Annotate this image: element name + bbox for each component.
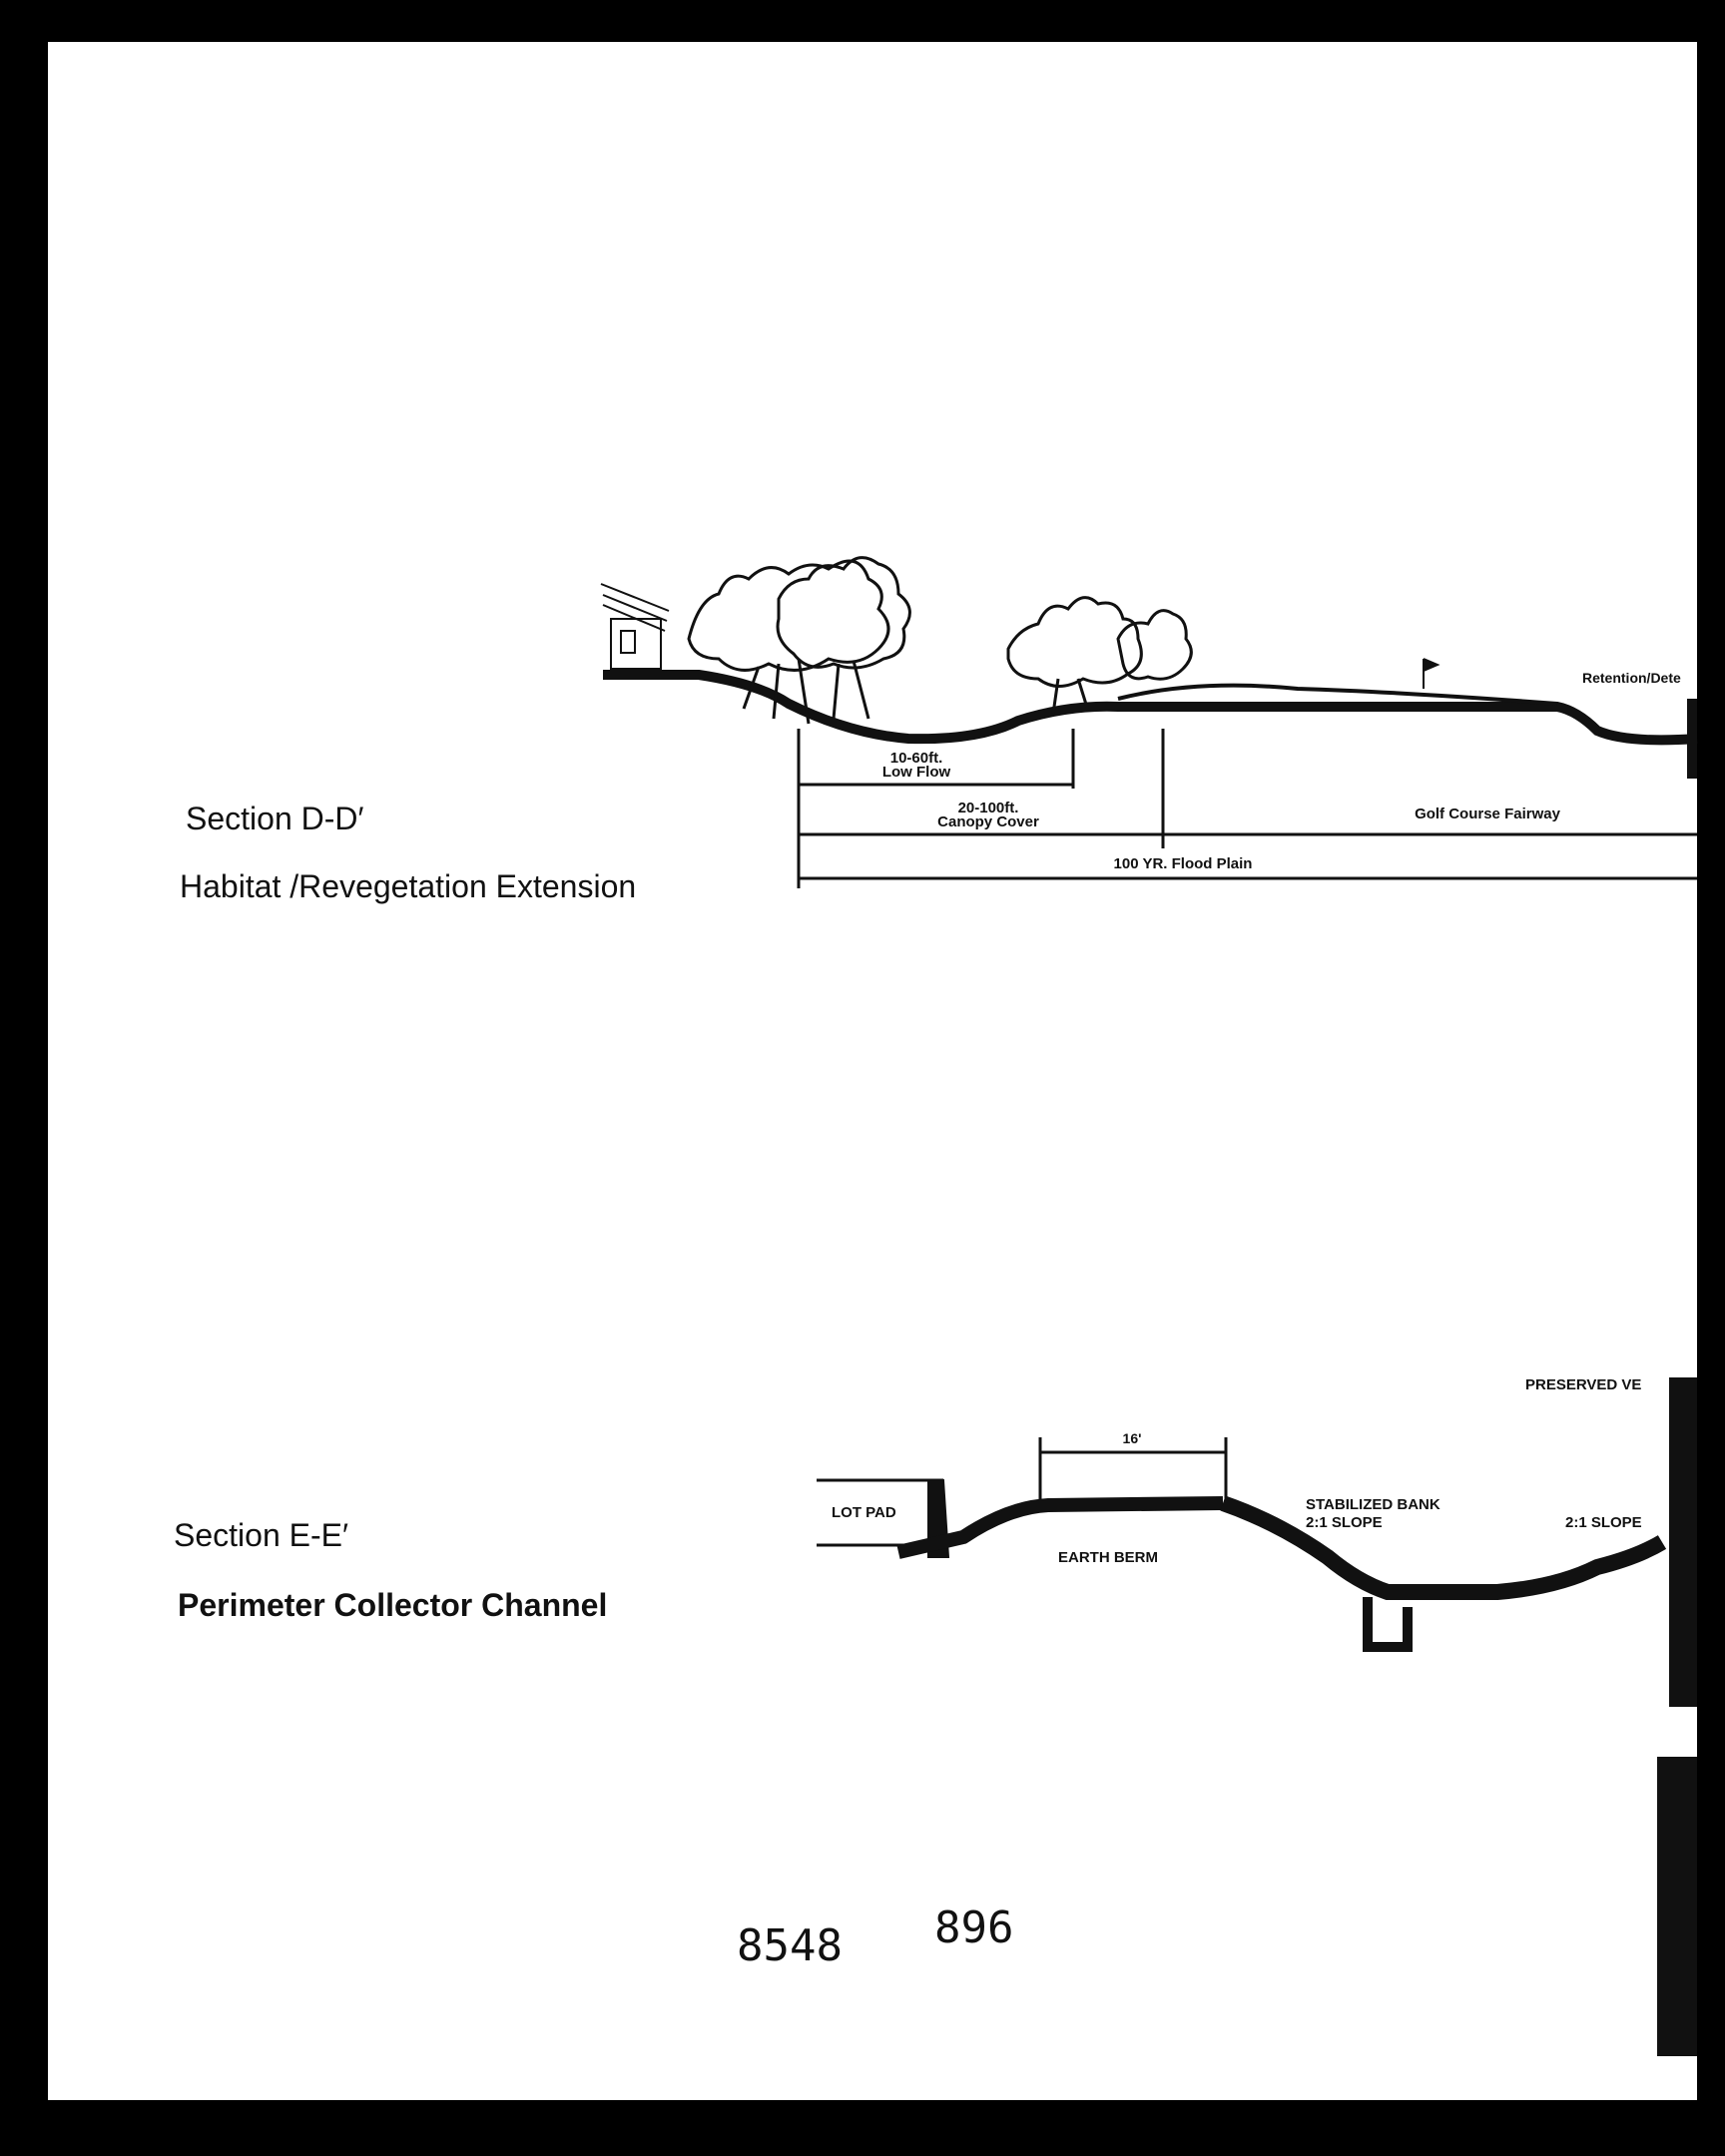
label-preserved: PRESERVED VE <box>1525 1376 1642 1393</box>
house-icon <box>601 584 669 669</box>
document-number-right: 896 <box>934 1902 1014 1953</box>
tree-icon <box>778 558 909 719</box>
ground-profile <box>603 675 1697 740</box>
flag-icon <box>1424 659 1438 689</box>
dim-fairway: Golf Course Fairway <box>1415 806 1560 822</box>
section-e-title: Section E-E′ <box>174 1517 348 1553</box>
label-lot-pad: LOT PAD <box>832 1504 896 1521</box>
label-slope-right: 2:1 SLOPE <box>1565 1514 1642 1531</box>
scan-edge-noise <box>1657 699 1697 2056</box>
dim-low-flow-2: Low Flow <box>881 764 951 781</box>
label-slope: 2:1 SLOPE <box>1306 1514 1383 1531</box>
dim-canopy-2: Canopy Cover <box>937 813 1039 830</box>
dim-width: 16' <box>1122 1430 1142 1446</box>
section-e-drawing <box>817 1437 1662 1647</box>
label-earth-berm: EARTH BERM <box>1058 1549 1158 1566</box>
document-number-left: 8548 <box>737 1920 843 1971</box>
section-d-drawing <box>601 558 1697 888</box>
section-d-title: Section D-D′ <box>186 801 364 836</box>
dim-retention: Retention/Dete <box>1582 670 1681 686</box>
section-d-subtitle: Habitat /Revegetation Extension <box>180 868 637 904</box>
section-e-subtitle: Perimeter Collector Channel <box>178 1587 608 1623</box>
dim-low-flow-1: 10-60ft. <box>889 750 943 767</box>
dim-floodplain: 100 YR. Flood Plain <box>1113 855 1253 872</box>
label-stabilized-bank: STABILIZED BANK <box>1306 1496 1440 1513</box>
dimension-lines <box>1040 1437 1226 1502</box>
dim-canopy-1: 20-100ft. <box>957 800 1019 816</box>
